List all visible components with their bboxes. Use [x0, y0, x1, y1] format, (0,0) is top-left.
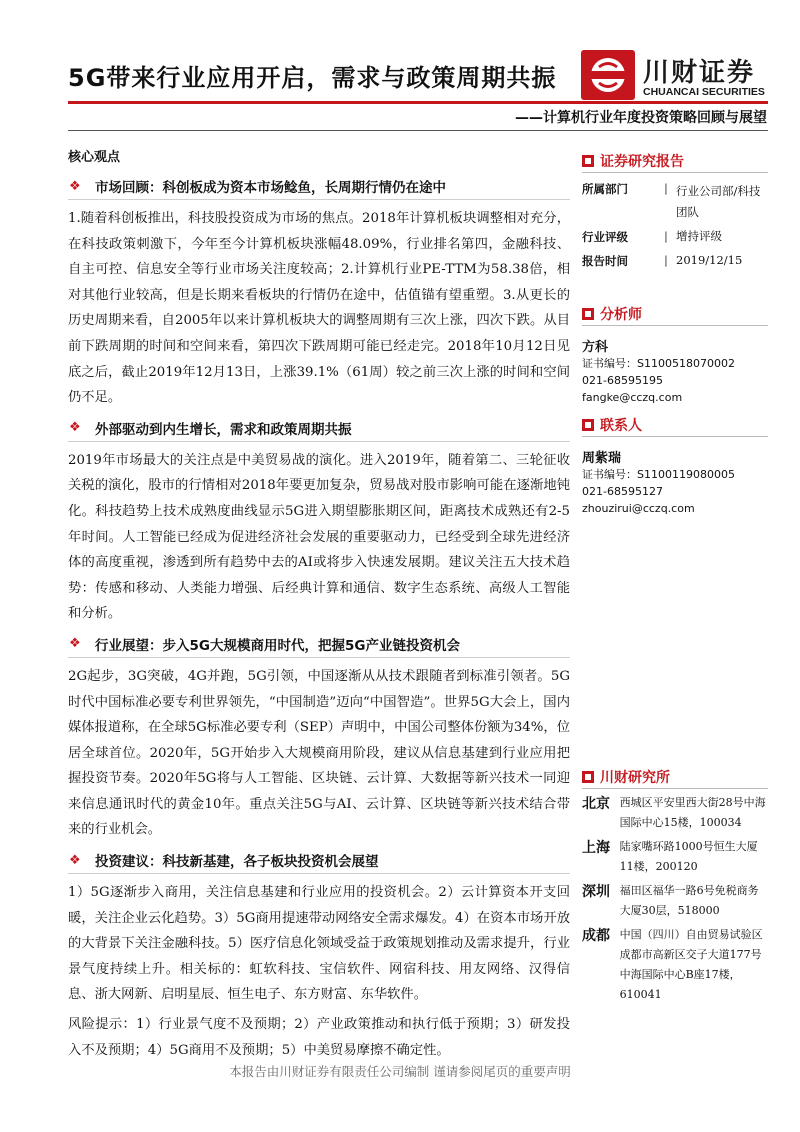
section-heading-investment-advice: [68, 847, 570, 874]
office-address: 福田区福华一路6号免税商务大厦30层，518000: [619, 884, 759, 917]
office-address: 陆家嘴环路1000号恒生大厦11楼，200120: [619, 840, 758, 873]
page-footer: 本报告由川财证券有限责任公司编制 谨请参阅尾页的重要声明: [229, 1064, 571, 1079]
analyst-cert: 证书编号：S1100518070002: [582, 357, 735, 370]
section-heading-text: 投资建议：科技新基建，各子板块投资机会展望: [95, 854, 379, 871]
sidebar-heading-text: 证券研究报告: [600, 154, 684, 170]
sidebar-analyst: [582, 303, 768, 406]
diamond-bullet-icon: ❖: [69, 420, 81, 436]
info-value: 2019/12/15: [676, 253, 743, 267]
red-square-icon: [582, 308, 594, 320]
office-address: 西城区平安里西大街28号中海国际中心15楼，100034: [619, 796, 766, 829]
report-info-table: [582, 181, 768, 271]
main-content: [68, 146, 570, 1063]
analyst-phone: 021-68595195: [582, 374, 663, 387]
diamond-bullet-icon: ❖: [69, 636, 81, 652]
info-row-date: 报告时间 | 2019/12/15: [582, 247, 768, 271]
office-shanghai: [582, 837, 768, 877]
section-heading-text: 外部驱动到内生增长，需求和政策周期共振: [95, 421, 352, 438]
analyst-name: 方科: [582, 340, 609, 355]
section-heading-external-driver: [68, 415, 570, 442]
analyst-email[interactable]: fangke@cczq.com: [582, 391, 683, 404]
info-row-rating: 行业评级 | 增持评级: [582, 223, 768, 247]
office-address: 中国（四川）自由贸易试验区成都市高新区交子大道177号中海国际中心B座17楼，610041: [619, 928, 763, 1001]
section-paragraph: 2G起步，3G突破，4G并跑，5G引领，中国逐渐从从技术跟随者到标准引领者。5G时代中国标准必要专利世界领先，“中国制造”迈向“中国智造”。世界5G大会上，国内媒体报道称，在全球5G标准必要专利（SEP）声明中，中国公司整体份额为34%，位居全球首位。2020年，5G开始步入大规模商用阶段，建议从信息基建到行业应用把握投资节奏。2020年5G将与人工智能、区块链、云计算、大数据等新兴技术一同迎来信息通讯时代的黄金10年。重点关注5G与AI、云计算、区块链等新兴技术结合带来的行业机会。: [68, 668, 570, 838]
sidebar-contact: [582, 414, 768, 517]
section-paragraph: 1.随着科创板推出，科技股投资成为市场的焦点。2018年计算机板块调整相对充分，在科技政策刺激下，今年至今计算机板块涨幅48.09%，行业排名第四，金融科技、自主可控、信息安全等行业市场关注度较高；2.计算机行业PE-TTM为58.38倍，相对其他行业较高，但是长期来看板块的行情仍在途中，估值锚有望重塑。3.从更长的历史周期来看，自2005年以来计算机板块大的调整周期有三次上涨，四次下跌。从目前下跌周期的时间和空间来看，第四次下跌周期可能已经走完。2018年10月12日见底之后，截止2019年12月13日，上涨39.1%（61周）较之前三次上涨的时间和空间仍不足。: [68, 211, 570, 406]
sidebar-heading-institute: [582, 766, 768, 789]
office-chengdu: [582, 925, 768, 1005]
section-paragraph: 2019年市场最大的关注点是中美贸易战的演化。进入2019年，随着第二、三轮征收关税的演化，股市的行情相对2018年要更加复杂，贸易战对股市影响可能在逐渐地钝化。科技趋势上技术成熟度曲线显示5G进入期望膨胀期区间，距离技术成熟还有2-5年时间。人工智能已经成为促进经济社会发展的重要驱动力，已经受到全球先进经济体的高度重视，渗透到所有趋势中去的AI或将步入快速发展期。建议关注五大技术趋势：传感和移动、人类能力增强、后经典计算和通信、数字生态系统、高级人工智能和分析。: [68, 452, 570, 622]
report-subtitle: ——计算机行业年度投资策略回顾与展望: [515, 110, 767, 126]
header-divider: [68, 101, 768, 104]
sidebar-heading-text: 分析师: [600, 307, 642, 323]
info-row-department: 所属部门 | 行业公司部/科技团队: [582, 181, 768, 223]
red-square-icon: [582, 419, 594, 431]
sidebar-heading-report: [582, 150, 768, 173]
contact-cert: 证书编号：S1100119080005: [582, 468, 735, 481]
info-value: 增持评级: [676, 229, 722, 243]
diamond-bullet-icon: ❖: [69, 852, 81, 868]
section-heading-industry-outlook: [68, 631, 570, 658]
red-square-icon: [582, 771, 594, 783]
core-viewpoints-label: 核心观点: [68, 150, 121, 165]
diamond-bullet-icon: ❖: [69, 178, 81, 194]
section-paragraph: 1）5G逐渐步入商用，关注信息基建和行业应用的投资机会。2）云计算资本开支回暖，关注企业云化趋势。3）5G商用提速带动网络安全需求爆发。4）在资本市场开放的大背景下关注金融科技。5）医疗信息化领域受益于政策规划推动及需求提升，行业景气度持续上升。相关标的：虹软科技、宝信软件、网宿科技、用友网络、汉得信息、浙大网新、启明星辰、恒生电子、东方财富、东华软件。: [68, 885, 570, 1003]
info-value: 行业公司部/科技团队: [676, 184, 761, 219]
info-label: 行业评级: [582, 230, 628, 244]
office-beijing: [582, 793, 768, 833]
contact-name: 周紫瑞: [582, 451, 622, 466]
office-city: 成都: [582, 928, 610, 944]
subtitle-divider: [68, 130, 768, 131]
report-title: 5G带来行业应用开启，需求与政策周期共振: [68, 64, 557, 92]
section-heading-text: 行业展望：步入5G大规模商用时代，把握5G产业链投资机会: [95, 637, 460, 654]
chuancai-logo-icon: [581, 50, 635, 100]
risk-warning-paragraph: 风险提示：1）行业景气度不及预期；2）产业政策推动和执行低于预期；3）研发投入不及预期；4）5G商用不及预期；5）中美贸易摩擦不确定性。: [68, 1017, 570, 1058]
logo-name-cn: 川财证券: [643, 58, 756, 88]
sidebar-heading-analyst: [582, 303, 768, 326]
contact-email[interactable]: zhouzirui@cczq.com: [582, 502, 695, 515]
logo-name-en: CHUANCAI SECURITIES: [643, 86, 765, 98]
office-shenzhen: [582, 881, 768, 921]
contact-phone: 021-68595127: [582, 485, 663, 498]
office-city: 深圳: [582, 884, 610, 900]
company-logo: [581, 50, 767, 100]
sidebar-heading-text: 联系人: [600, 418, 642, 434]
sidebar-heading-contact: [582, 414, 768, 437]
red-square-icon: [582, 155, 594, 167]
office-city: 北京: [582, 796, 610, 812]
info-label: 报告时间: [582, 254, 628, 268]
info-label: 所属部门: [582, 182, 628, 196]
office-city: 上海: [582, 840, 610, 856]
section-heading-market-review: [68, 173, 570, 200]
section-heading-text: 市场回顾：科创板成为资本市场鲶鱼，长周期行情仍在途中: [95, 180, 446, 196]
sidebar-heading-text: 川财研究所: [600, 770, 670, 786]
sidebar-institute: [582, 766, 768, 1005]
sidebar-report-info: [582, 150, 768, 271]
